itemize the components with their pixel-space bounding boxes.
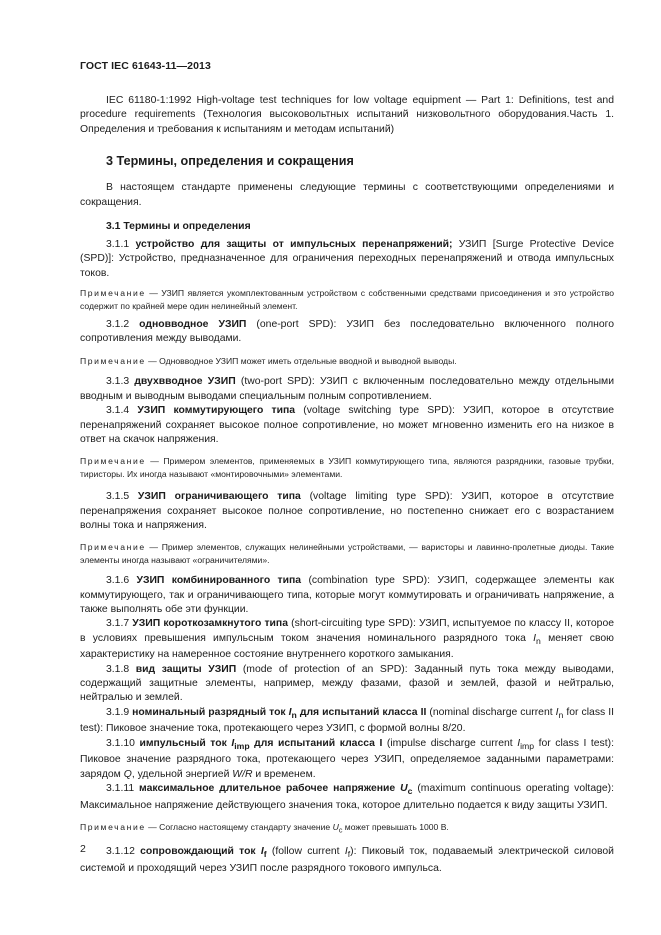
term-number: 3.1.9: [106, 706, 130, 718]
symbol: I: [231, 737, 235, 749]
page-number: 2: [80, 843, 86, 855]
term-3-1-5: [80, 490, 614, 533]
term-3-1-7: [80, 617, 614, 662]
symbol-subscript: imp: [520, 740, 535, 751]
term-3-1-10: [80, 737, 614, 782]
term-3-1-6: [80, 574, 614, 617]
note-label: Примечание: [80, 821, 146, 832]
note-3-1-4: [80, 455, 614, 480]
symbol: I: [344, 846, 348, 858]
term-name: сопровождающий ток: [140, 846, 261, 858]
symbol-subscript: n: [536, 635, 541, 646]
term-definition: (maximum continuous operating voltage): Максимальное напряжение действующего значения тока, которое длительно подается к виду защиты УЗИП.: [80, 783, 615, 811]
term-name: импульсный ток: [139, 737, 232, 749]
term-definition: (one-port SPD): УЗИП без последовательно включенного полного сопротивления между выводами.: [80, 319, 614, 345]
term-3-1-3: [80, 375, 614, 404]
note-text-cont: может превышать 1000 В.: [342, 821, 449, 832]
term-number: 3.1.8: [106, 663, 130, 675]
symbol-subscript: c: [407, 786, 413, 797]
symbol: U: [400, 783, 408, 795]
note-text: — Пример элементов, служащих нелинейными устройствами, — варисторы и лавинно-пролетные диоды. Такие элементы иногда называют «ограничителями».: [80, 542, 614, 565]
note-label: Примечание: [80, 355, 146, 366]
symbol-subscript: f: [263, 849, 267, 860]
term-name: УЗИП комбинированного типа: [136, 575, 302, 587]
symbol-subscript: n: [291, 709, 297, 720]
subsection-title: 3.1 Термины и определения: [106, 221, 251, 233]
term-name: устройство для защиты от импульсных перенапряжений;: [135, 239, 453, 251]
symbol-subscript: n: [558, 709, 564, 720]
symbol: U: [332, 821, 339, 832]
note-text: — Согласно настоящему стандарту значение: [145, 821, 333, 832]
symbol: I: [533, 632, 537, 644]
note-text: — УЗИП является укомплектованным устройством с собственными средствами присоединения и это устройство содержит по крайней мере один нелинейный элемент.: [80, 288, 614, 311]
document-header: ГОСТ IEC 61643-11—2013: [80, 60, 211, 72]
note-label: Примечание: [80, 542, 146, 553]
term-name: УЗИП короткозамкнутого типа: [132, 618, 288, 630]
symbol-subscript: imp: [234, 740, 250, 751]
note-3-1-2: [80, 355, 614, 367]
term-definition: (short-circuiting type SPD): УЗИП, испытуемое по классу II, которое в условиях превышения импульсным током значения номинального разрядного тока: [80, 618, 614, 644]
term-definition-cont: и временем.: [252, 768, 316, 780]
note-text: — Примером элементов, применяемых в УЗИП коммутирующего типа, являются разрядники, газовые трубки, тиристоры. Их иногда называют «монтировочными» элементами.: [80, 456, 614, 479]
term-3-1-9: [80, 706, 614, 737]
term-definition-cont: меняет свою характеристику на намеренное состояние внутреннего короткого замыкания.: [80, 632, 614, 661]
term-3-1-2: [80, 318, 614, 347]
term-name: номинальный разрядный ток: [132, 706, 289, 718]
term-name-cont: для испытаний класса I: [249, 737, 383, 749]
term-name: двухвводное УЗИП: [134, 376, 236, 388]
term-definition: (impulse discharge current: [382, 737, 518, 749]
symbol: I: [555, 706, 559, 718]
symbol-q: Q: [123, 768, 132, 780]
term-number: 3.1.2: [106, 319, 130, 331]
section-title: 3 Термины, определения и сокращения: [106, 154, 354, 169]
term-definition: УЗИП [Surge Protective Device (SPD)]: Устройство, предназначенное для ограничения переходных перенапряжений и отвода импульсных токов.: [80, 239, 614, 279]
term-3-1-8: [80, 663, 614, 706]
term-number: 3.1.11: [106, 783, 135, 795]
term-name: УЗИП ограничивающего типа: [137, 491, 301, 503]
term-definition-cont: ): Пиковый ток, подаваемый электрической силовой системой и проходящий через УЗИП после разрядного токового импульса.: [80, 846, 614, 874]
term-definition: (mode of protection of an SPD): Заданный путь тока между выводами, содержащий защитные элементы, например, между фазами, фазой и землей, фазой и нейтралью, нейтралью и землей.: [80, 663, 614, 704]
symbol: I: [288, 706, 292, 718]
term-3-1-1: [80, 238, 614, 281]
term-definition-cont: for class I test): Пиковое значение разрядного тока, протекающего через УЗИП, определяемое заданными параметрами: зарядом: [80, 737, 614, 780]
term-number: 3.1.12: [106, 846, 135, 858]
term-number: 3.1.4: [106, 405, 130, 417]
term-definition-cont: , удельной энергией: [131, 768, 233, 780]
term-definition: (two-port SPD): УЗИП с включенным последовательно между отдельными вводным и выводным выводами специальным полным сопротивлением.: [80, 376, 614, 402]
term-name: УЗИП коммутирующего типа: [137, 405, 296, 417]
term-3-1-4: [80, 404, 614, 447]
section-intro: В настоящем стандарте применены следующие термины с соответствующими определениями и сокращения.: [80, 182, 614, 208]
term-number: 3.1.1: [106, 239, 130, 251]
term-definition: (follow current: [266, 846, 345, 858]
term-definition: (nominal discharge current: [426, 706, 556, 718]
symbol-subscript: f: [347, 849, 351, 860]
symbol-wr: W/R: [232, 768, 253, 780]
symbol: I: [260, 846, 264, 858]
term-name-cont: для испытаний класса II: [296, 706, 427, 718]
term-name: максимальное длительное рабочее напряжение: [139, 783, 401, 795]
term-definition: (voltage limiting type SPD): УЗИП, которое в отсутствие перенапряжения сохраняет высокое полное сопротивление, но постепенно снижает его с возрастанием волны тока и напряжения.: [80, 491, 614, 531]
term-name: одновводное УЗИП: [139, 319, 247, 331]
term-number: 3.1.5: [106, 491, 130, 503]
term-number: 3.1.7: [106, 618, 130, 630]
term-definition-cont: for class II test): Пиковое значение тока, протекающего через УЗИП, с формой волны 8/20.: [80, 706, 614, 735]
term-3-1-11: [80, 782, 614, 813]
note-label: Примечание: [80, 288, 146, 299]
symbol: I: [517, 737, 521, 749]
term-3-1-12: [80, 845, 614, 876]
note-3-1-1: [80, 287, 614, 312]
reference-paragraph: IEC 61180-1:1992 High-voltage test techniques for low voltage equipment — Part 1: Definitions, test and procedure requirements (Технология высоковольтных испытаний низковольтного оборудования.Часть 1. Определения и требования к испытаниям и методам испытаний): [80, 95, 614, 135]
term-definition: (combination type SPD): УЗИП, содержащее элементы как коммутирующего, так и ограничивающего типа, которые могут коммутировать и ограничивать напряжение, а также выполнять обе эти функции.: [80, 575, 614, 615]
term-definition: (voltage switching type SPD): УЗИП, которое в отсутствие перенапряжений сохраняет высокое полное сопротивление, но может мгновенно изменить его на низкое в ответ на скачок напряжения.: [80, 405, 614, 445]
term-number: 3.1.3: [106, 376, 130, 388]
term-number: 3.1.6: [106, 575, 130, 587]
note-label: Примечание: [80, 456, 146, 467]
symbol-subscript: c: [338, 826, 343, 835]
term-number: 3.1.10: [106, 737, 135, 749]
term-name: вид защиты УЗИП: [135, 663, 237, 675]
page-content: [80, 94, 614, 876]
note-3-1-5: [80, 541, 614, 566]
note-text: — Одновводное УЗИП может иметь отдельные вводной и выводной выводы.: [145, 355, 457, 366]
note-3-1-11: [80, 821, 614, 837]
